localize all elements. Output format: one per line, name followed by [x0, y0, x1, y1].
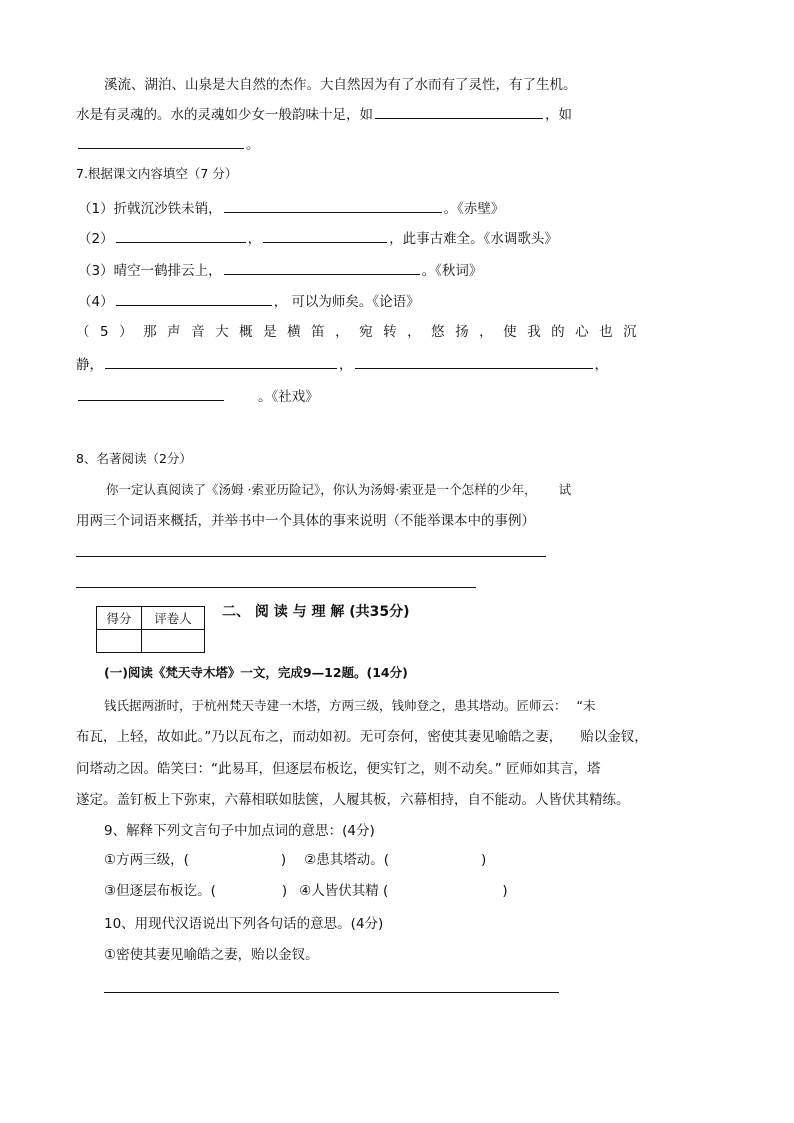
q7-item-source: ，此事古难全。《水调歌头》	[389, 231, 558, 247]
passage-line-4: 遂定。盖钉板上下弥束，六幕相联如胠箧，人履其板，六幕相持，自不能动。人皆伏其精练。	[76, 792, 630, 808]
q9-row-2	[104, 882, 508, 900]
answer-blank[interactable]	[355, 354, 593, 369]
answer-blank[interactable]	[263, 228, 387, 243]
intro-line-1: 溪流、湖泊、山泉是大自然的杰作。大自然因为有了水而有了灵性，有了生机。	[104, 77, 577, 93]
answer-blank[interactable]	[78, 386, 224, 401]
q9-item-4-close: )	[502, 883, 508, 899]
intro-line-2	[76, 104, 572, 124]
q9-item-2-close: )	[481, 852, 487, 868]
q7-item-text: 折戟沉沙铁未销，	[113, 201, 222, 217]
q7-item-5-comma: ，	[339, 357, 353, 373]
q9-item-1-close: )	[280, 852, 287, 868]
answer-blank[interactable]	[116, 228, 246, 243]
answer-blank[interactable]	[78, 134, 244, 149]
q8-line-2: 用两三个词语来概括，并举书中一个具体的事来说明（不能举课本中的事例）	[76, 513, 535, 529]
part-1-title: (一)阅读《梵天寺木塔》一文，完成9—12题。(14分)	[104, 665, 408, 680]
q7-item-num: （3）	[78, 263, 114, 279]
q7-item-num: （1）	[78, 201, 114, 217]
q9-title: 9、解释下列文言句子中加点词的意思：(4分)	[104, 823, 375, 839]
intro-line-2-end: ，如	[545, 107, 572, 123]
q7-item-source: 。《赤壁》	[443, 201, 505, 217]
intro-line-2-text: 水是有灵魂的。水的灵魂如少女一般韵味十足，如	[76, 107, 373, 123]
q9-item-1: ①方两三级，(	[104, 852, 189, 868]
q7-item-5-line-1: （5）那声音大概是横笛，宛转，悠扬，使我的心也沉	[76, 324, 648, 340]
answer-line[interactable]	[104, 992, 559, 993]
answer-blank[interactable]	[224, 260, 420, 275]
q7-item-source: 。《秋词》	[421, 263, 483, 279]
answer-blank[interactable]	[224, 198, 442, 213]
passage-line-1	[104, 697, 596, 715]
score-table	[96, 606, 205, 653]
q9-item-3: ③但逐层布板讫。(	[104, 883, 216, 899]
q7-item-3	[78, 260, 482, 280]
intro-line-3	[76, 134, 260, 154]
q7-item-5-comma: ，	[594, 357, 608, 373]
q8-line-1-text: 你一定认真阅读了《汤姆 ·索亚历险记》，你认为汤姆·索亚是一个怎样的少年，	[106, 482, 537, 497]
intro-line-3-end: 。	[246, 137, 260, 153]
grader-header: 评卷人	[142, 607, 205, 630]
answer-line[interactable]	[76, 587, 476, 588]
answer-blank[interactable]	[105, 354, 337, 369]
q7-item-5-source: 。《社戏》	[258, 389, 319, 405]
q7-item-2	[78, 228, 558, 248]
q10-item-1: ①密使其妻见喻皓之妻，贻以金钗。	[104, 947, 319, 963]
q7-item-num: （4）	[78, 294, 114, 310]
answer-blank[interactable]	[116, 291, 272, 306]
passage-line-2-end: 贻以金钗，	[580, 729, 648, 745]
q7-title: 7.根据课文内容填空（7 分）	[76, 166, 238, 181]
q9-row-1	[104, 851, 486, 869]
answer-blank[interactable]	[375, 104, 543, 119]
q7-item-5-line-2	[76, 354, 608, 374]
q8-line-1	[106, 481, 571, 499]
q8-title: 8、名著阅读（2分）	[76, 451, 192, 466]
passage-line-2	[76, 728, 648, 746]
q9-item-3-close: )	[281, 883, 288, 899]
passage-line-3: 问塔动之因。皓笑曰：“此易耳，但逐层布板讫，便实钉之，则不动矣。” 匠师如其言，塔	[76, 761, 601, 777]
q8-line-1-end: 试	[558, 482, 572, 497]
q7-item-4	[78, 291, 420, 311]
passage-line-1-text: 钱氏据两浙时，于杭州梵天寺建一木塔，方两三级，钱帅登之，患其塔动。匠师云：	[104, 698, 567, 713]
score-cell[interactable]	[97, 630, 142, 653]
q7-item-5-line-3	[76, 386, 319, 406]
score-header: 得分	[97, 607, 142, 630]
q7-item-5-text: 静，	[76, 357, 103, 373]
q7-item-text: 晴空一鹤排云上，	[113, 263, 222, 279]
passage-line-2-text: 布瓦，上轻，故如此。”乃以瓦布之，而动如初。无可奈何，密使其妻见喻皓之妻，	[76, 729, 563, 745]
q10-title: 10、用现代汉语说出下列各句话的意思。(4分)	[104, 916, 384, 932]
grader-cell[interactable]	[142, 630, 205, 653]
q9-item-2: ②患其塔动。(	[304, 852, 390, 868]
answer-line[interactable]	[76, 556, 546, 557]
section-2-title: 二、 阅 读 与 理 解 (共35分)	[222, 604, 410, 620]
q7-item-source: ， 可以为师矣。《论语》	[273, 294, 420, 310]
q7-item-text: ，	[247, 231, 262, 247]
q9-item-4: ④人皆伏其精 (	[299, 883, 389, 899]
q7-item-1	[78, 198, 504, 218]
q7-item-num: （2）	[78, 231, 114, 247]
passage-line-1-end: “未	[576, 698, 596, 713]
